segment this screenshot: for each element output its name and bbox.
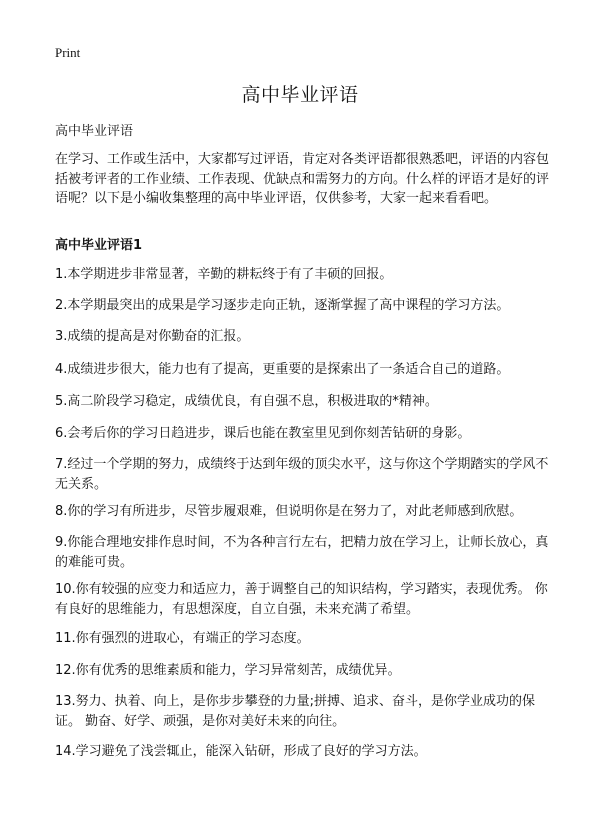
list-item: 4.成绩进步很大，能力也有了提高，更重要的是探索出了一条适合自己的道路。: [55, 362, 510, 377]
document-subtitle: 高中毕业评语: [55, 124, 134, 139]
list-item: 2.本学期最突出的成果是学习逐步走向正轨，逐渐掌握了高中课程的学习方法。: [55, 298, 510, 313]
section-heading: 高中毕业评语1: [55, 238, 143, 253]
list-item: 8.你的学习有所进步，尽管步履艰难，但说明你是在努力了，对此老师感到欣慰。: [55, 504, 523, 519]
list-item: 3.成绩的提高是对你勤奋的汇报。: [55, 329, 250, 344]
list-item: 14.学习避免了浅尝辄止，能深入钻研，形成了良好的学习方法。: [55, 744, 427, 759]
list-item: 11.你有强烈的进取心，有端正的学习态度。: [55, 631, 310, 646]
list-item: 5.高二阶段学习稳定，成绩优良，有自强不息，积极进取的*精神。: [55, 394, 438, 409]
page-title: 高中毕业评语: [241, 84, 359, 106]
list-item: 6.会考后你的学习日趋进步，课后也能在教室里见到你刻苦钻研的身影。: [55, 426, 471, 441]
list-item: 12.你有优秀的思维素质和能力，学习异常刻苦，成绩优异。: [55, 663, 401, 678]
intro-paragraph: 在学习、工作或生活中，大家都写过评语，肯定对各类评语都很熟悉吧，评语的内容包括被考评者的工作业绩、工作表现、优缺点和需努力的方向。什么样的评语才是好的评语呢？以下是小编收集整理的高中毕业评语，仅供参考，大家一起来看看吧。: [55, 152, 550, 206]
list-item: 1.本学期进步非常显著，辛勤的耕耘终于有了丰硕的回报。: [55, 267, 393, 282]
list-item: 7.经过一个学期的努力，成绩终于达到年级的顶尖水平，这与你这个学期踏实的学风不无关系。: [55, 457, 549, 492]
list-item: 13.努力、执着、向上，是你步步攀登的力量;拼搏、追求、奋斗，是你学业成功的保证。 勤奋、好学、顽强，是你对美好未来的向往。: [55, 694, 536, 729]
list-item: 9.你能合理地安排作息时间，不为各种言行左右，把精力放在学习上，让师长放心，真的难能可贵。: [55, 535, 549, 570]
list-item: 10.你有较强的应变力和适应力，善于调整自己的知识结构，学习踏实，表现优秀。 你有良好的思维能力，有思想深度，自立自强，未来充满了希望。: [55, 582, 548, 617]
print-link[interactable]: Print: [55, 45, 81, 60]
